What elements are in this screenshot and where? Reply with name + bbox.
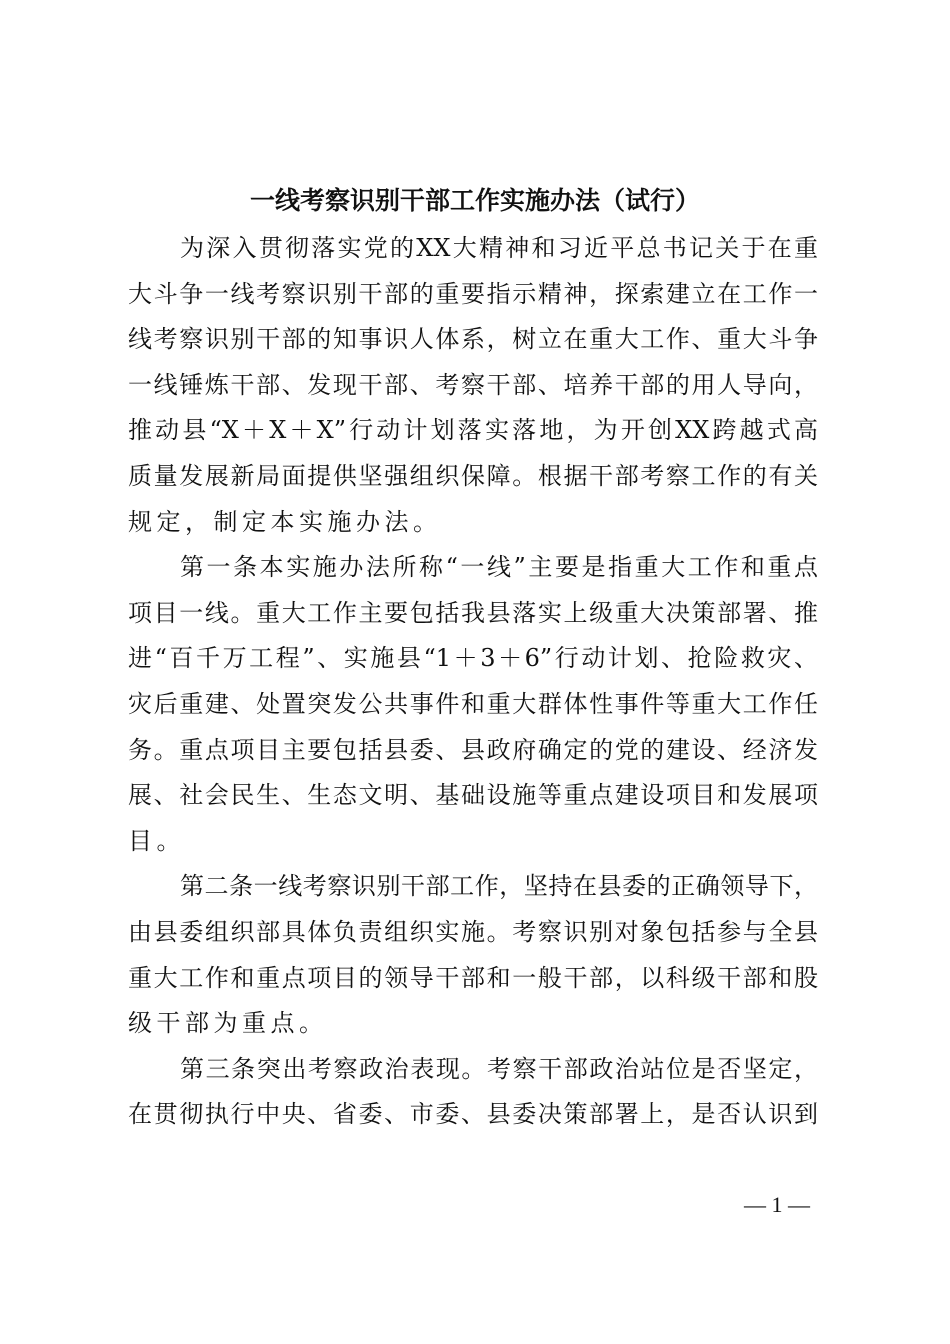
text-line: 质量发展新局面提供坚强组织保障。根据干部考察工作的有关 (128, 461, 818, 490)
text-line: 展、社会民生、生态文明、基础设施等重点建设项目和发展项 (128, 781, 818, 810)
text-line: 灾后重建、处置突发公共事件和重大群体性事件等重大工作任 (128, 689, 818, 718)
paragraph-article-1 (128, 545, 818, 864)
document-body (128, 226, 818, 1138)
paragraph-article-3 (128, 1047, 818, 1138)
text-line: 第二条一线考察识别干部工作，坚持在县委的正确领导下， (180, 872, 818, 901)
text-line: 规定，制定本实施办法。 (128, 507, 442, 536)
text-line: 在贯彻执行中央、省委、市委、县委决策部署上，是否认识到 (128, 1100, 818, 1129)
text-line: 大斗争一线考察识别干部的重要指示精神，探索建立在工作一 (128, 279, 818, 308)
text-line: 进“百千万工程”、实施县“1＋3＋6”行动计划、抢险救灾、 (128, 644, 818, 673)
document-title: 一线考察识别干部工作实施办法（试行） (249, 186, 700, 215)
text-line: 级干部为重点。 (128, 1009, 328, 1038)
text-line: 一线锤炼干部、发现干部、考察干部、培养干部的用人导向， (128, 370, 818, 399)
paragraph-preamble (128, 226, 818, 545)
page-number: — 1 — (744, 1192, 810, 1217)
text-line: 项目一线。重大工作主要包括我县落实上级重大决策部署、推 (128, 598, 818, 627)
text-line: 第三条突出考察政治表现。考察干部政治站位是否坚定， (180, 1054, 818, 1083)
text-line: 为深入贯彻落实党的XX大精神和习近平总书记关于在重 (180, 234, 818, 262)
text-line: 推动县“X＋X＋X”行动计划落实落地，为开创XX跨越式高 (128, 416, 818, 445)
text-line: 第一条本实施办法所称“一线”主要是指重大工作和重点 (180, 553, 818, 582)
text-line: 由县委组织部具体负责组织实施。考察识别对象包括参与全县 (128, 917, 818, 946)
text-line: 目。 (128, 826, 185, 855)
text-line: 务。重点项目主要包括县委、县政府确定的党的建设、经济发 (128, 735, 818, 764)
text-line: 重大工作和重点项目的领导干部和一般干部，以科级干部和股 (128, 963, 818, 992)
text-line: 线考察识别干部的知事识人体系，树立在重大工作、重大斗争 (128, 325, 818, 354)
paragraph-article-2 (128, 864, 818, 1046)
